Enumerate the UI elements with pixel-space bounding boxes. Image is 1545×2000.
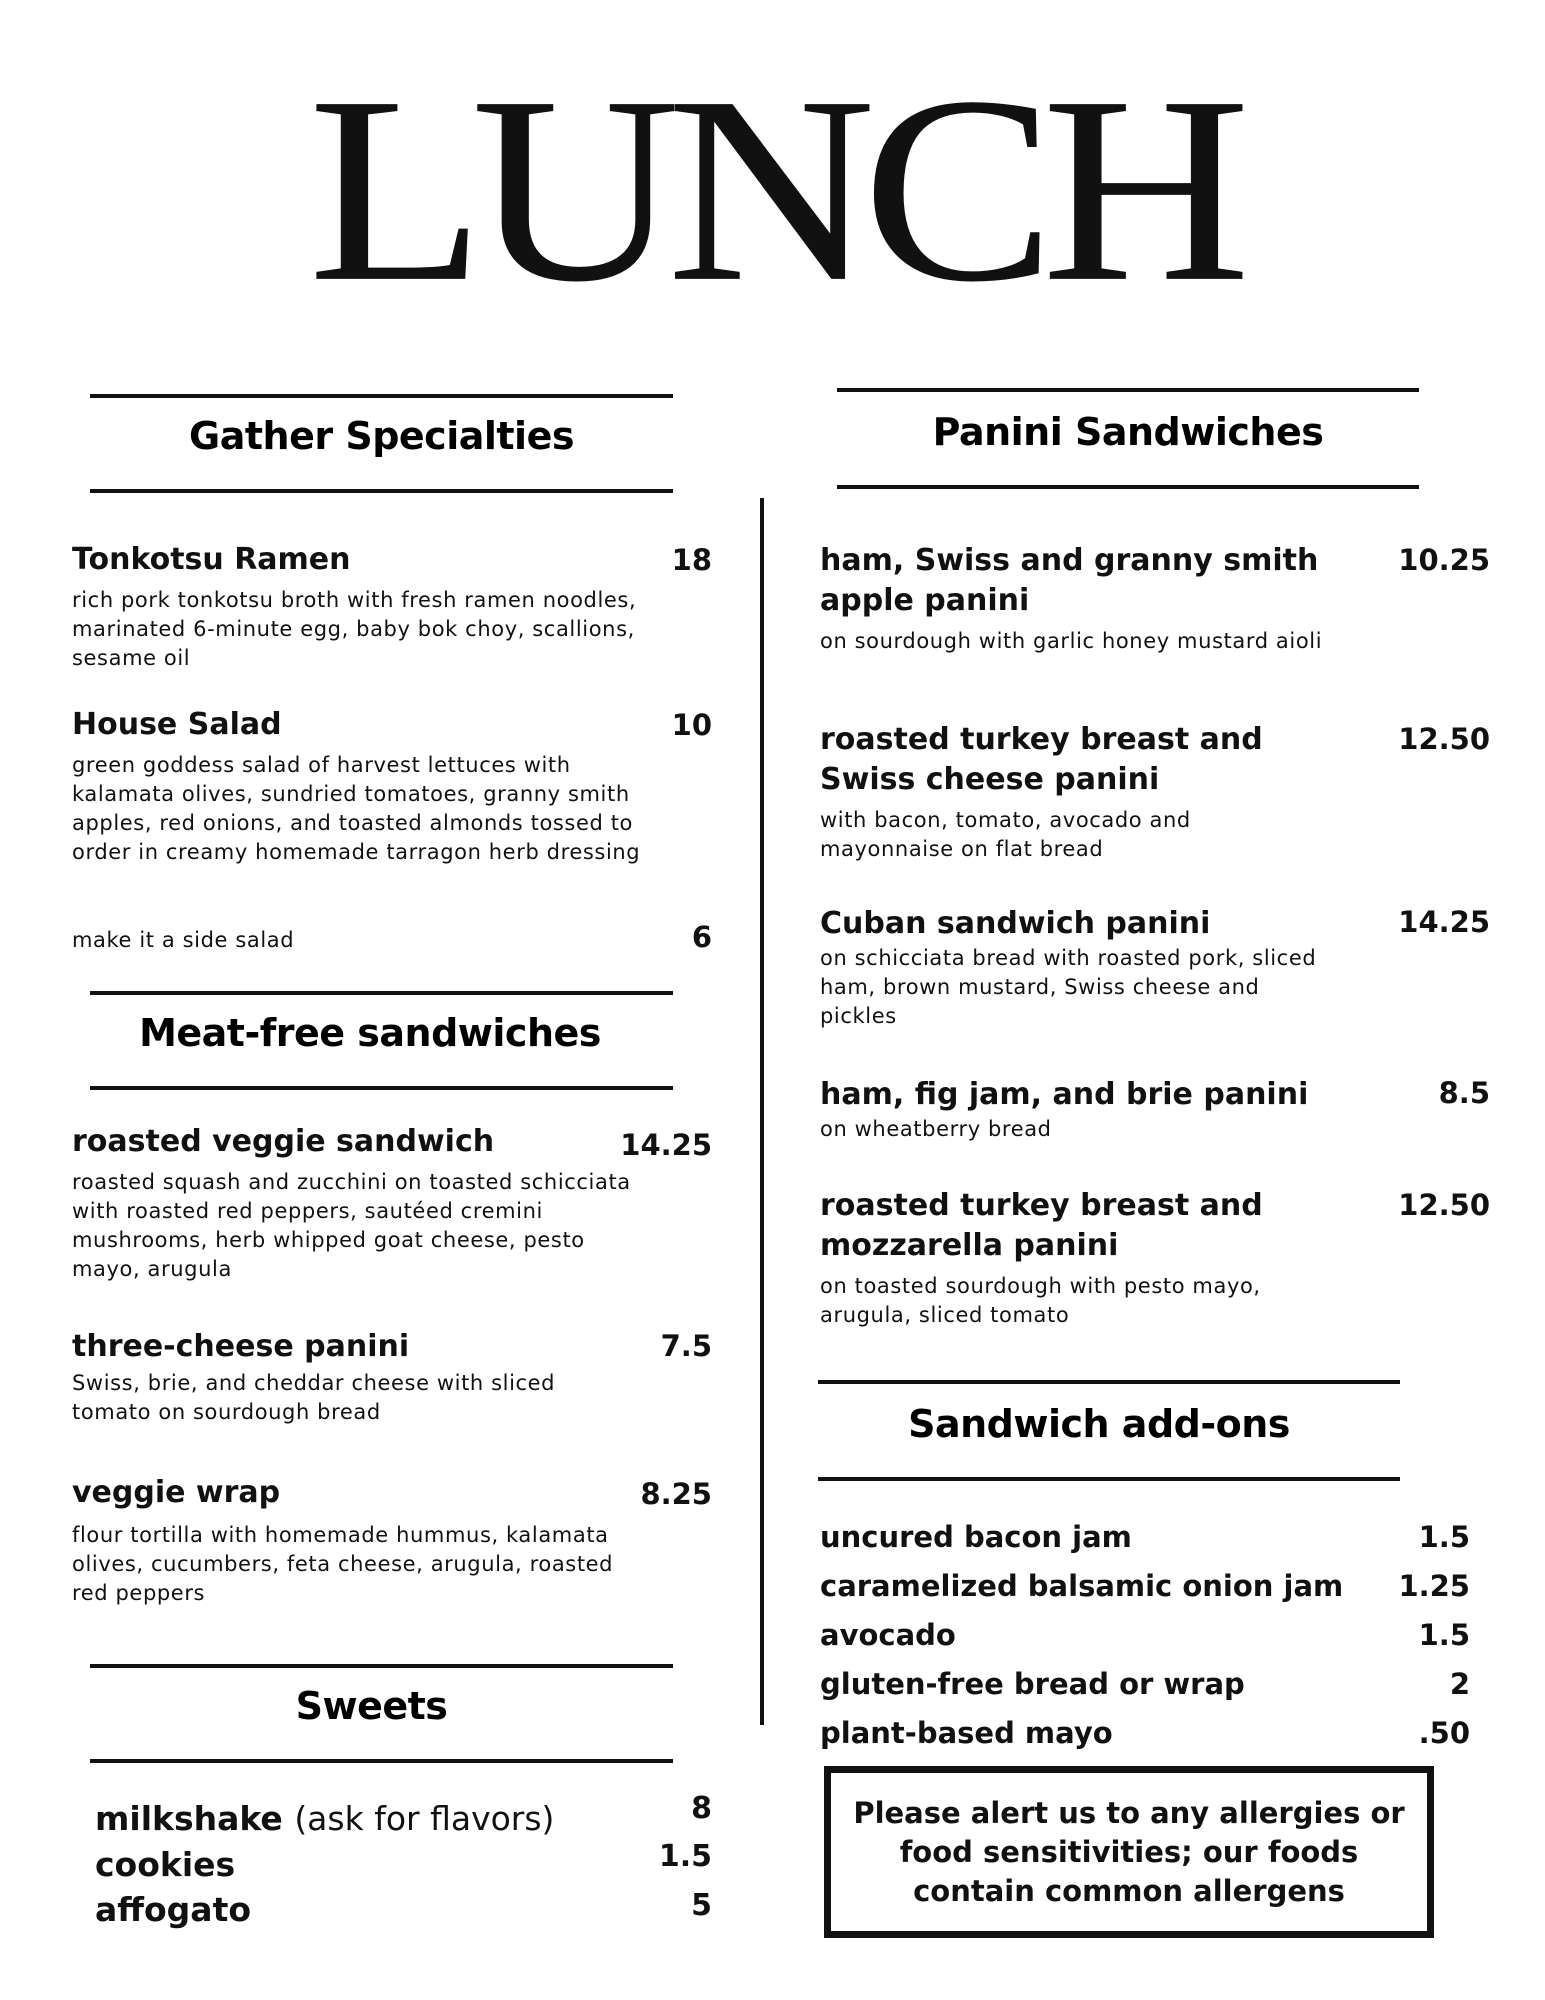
item-name: ham, fig jam, and brie panini <box>820 1077 1309 1112</box>
item-description: rich pork tonkotsu broth with fresh ramen noodles, marinated 6-minute egg, baby bok choy, scallions, sesame oil <box>72 588 637 670</box>
addon-item <box>820 1569 1470 1609</box>
section-heading-meatfree: Meat-free sandwiches <box>139 1011 601 1055</box>
sweet-item-name: affogato <box>95 1890 252 1929</box>
addon-name: gluten-free bread or wrap <box>820 1667 1245 1701</box>
item-description: Swiss, brie, and cheddar cheese with sliced tomato on sourdough bread <box>72 1371 556 1424</box>
item-description: green goddess salad of harvest lettuces with kalamata olives, sundried tomatoes, granny smith apples, red onions, and toasted almonds tossed to order in creamy homemade tarragon herb dressing <box>72 753 641 864</box>
section-rule-top <box>837 388 1419 392</box>
addon-price: 1.5 <box>1418 1520 1470 1554</box>
item-name: House Salad <box>72 707 282 742</box>
item-description: roasted squash and zucchini on toasted schicciata with roasted red peppers, sautéed cremini mushrooms, herb whipped goat cheese, pesto mayo, arugula <box>72 1170 631 1281</box>
item-name: roasted veggie sandwich <box>72 1124 495 1159</box>
allergy-notice-box <box>824 1766 1434 1938</box>
addon-name: plant-based mayo <box>820 1716 1113 1750</box>
item-price: 8.25 <box>640 1477 712 1511</box>
item-price: 12.50 <box>1398 1188 1490 1222</box>
sweet-item <box>95 1890 712 1934</box>
allergy-notice-text: Please alert us to any allergies or food sensitivities; our foods contain common allergens <box>853 1795 1405 1908</box>
item-name: three-cheese panini <box>72 1329 410 1364</box>
item-description: on wheatberry bread <box>820 1117 1052 1141</box>
item-price: 7.5 <box>660 1329 712 1363</box>
menu-item <box>72 1327 632 1427</box>
menu-item <box>72 1122 652 1284</box>
item-price: 6 <box>691 920 712 954</box>
addon-name: caramelized balsamic onion jam <box>820 1569 1344 1603</box>
item-description: on sourdough with garlic honey mustard aioli <box>820 629 1323 653</box>
menu-item <box>820 1186 1280 1330</box>
item-price: 18 <box>671 543 712 577</box>
menu-item <box>820 1075 1340 1144</box>
sweet-item-price: 1.5 <box>658 1839 712 1874</box>
sweet-item-price: 5 <box>691 1888 712 1923</box>
menu-item <box>820 720 1320 864</box>
menu-item <box>72 540 652 673</box>
item-price: 12.50 <box>1398 722 1490 756</box>
sweet-item-name: cookies <box>95 1845 236 1884</box>
sweet-item-name: milkshake <box>95 1799 283 1838</box>
addon-item <box>820 1520 1470 1560</box>
section-rule-top <box>90 394 673 398</box>
item-description: flour tortilla with homemade hummus, kalamata olives, cucumbers, feta cheese, arugula, roasted red peppers <box>72 1523 614 1605</box>
item-name: Tonkotsu Ramen <box>72 542 351 577</box>
page-title: LUNCH <box>308 41 1237 337</box>
menu-item-side <box>72 926 572 955</box>
section-rule-top <box>90 991 673 995</box>
menu-item <box>72 705 652 867</box>
menu-item <box>820 904 1340 1031</box>
item-name: Cuban sandwich panini <box>820 906 1211 941</box>
addon-name: avocado <box>820 1618 956 1652</box>
item-description: make it a side salad <box>72 928 295 952</box>
addon-item <box>820 1667 1470 1707</box>
section-rule-bottom <box>837 485 1419 489</box>
sweet-item-price: 8 <box>691 1791 712 1826</box>
section-heading-panini: Panini Sandwiches <box>932 410 1324 454</box>
item-name: ham, Swiss and granny smith apple panini <box>820 543 1319 618</box>
section-rule-bottom <box>90 1759 673 1763</box>
item-price: 10.25 <box>1398 543 1490 577</box>
addon-name: uncured bacon jam <box>820 1520 1132 1554</box>
sweet-item-note: (ask for flavors) <box>294 1799 555 1838</box>
item-price: 14.25 <box>620 1128 712 1162</box>
addon-price: 2 <box>1449 1667 1470 1701</box>
item-description: with bacon, tomato, avocado and mayonnaise on flat bread <box>820 808 1191 861</box>
item-name: roasted turkey breast and mozzarella panini <box>820 1188 1263 1263</box>
addon-item <box>820 1618 1470 1658</box>
section-rule-bottom <box>90 489 673 493</box>
addon-price: 1.25 <box>1398 1569 1470 1603</box>
menu-item <box>820 541 1380 656</box>
section-rule-top <box>90 1664 673 1668</box>
addon-item <box>820 1716 1470 1756</box>
section-rule-bottom <box>90 1086 673 1090</box>
item-description: on schicciata bread with roasted pork, sliced ham, brown mustard, Swiss cheese and pickles <box>820 946 1317 1028</box>
item-price: 14.25 <box>1398 905 1490 939</box>
section-rule-top <box>818 1380 1400 1384</box>
section-heading-gather: Gather Specialties <box>189 414 574 458</box>
item-price: 8.5 <box>1438 1076 1490 1110</box>
item-price: 10 <box>671 708 712 742</box>
section-heading-sweets: Sweets <box>295 1684 448 1728</box>
menu-item <box>72 1473 632 1608</box>
sweet-item-name-wrap <box>95 1799 554 1838</box>
item-name: roasted turkey breast and Swiss cheese panini <box>820 722 1263 797</box>
section-rule-bottom <box>818 1477 1400 1481</box>
addon-price: .50 <box>1418 1716 1470 1750</box>
section-heading-addons: Sandwich add-ons <box>908 1402 1290 1446</box>
item-description: on toasted sourdough with pesto mayo, arugula, sliced tomato <box>820 1274 1261 1327</box>
addon-price: 1.5 <box>1418 1618 1470 1652</box>
sweet-item <box>95 1791 712 1843</box>
sweet-item <box>95 1839 712 1889</box>
item-name: veggie wrap <box>72 1475 281 1510</box>
column-divider <box>760 498 764 1725</box>
